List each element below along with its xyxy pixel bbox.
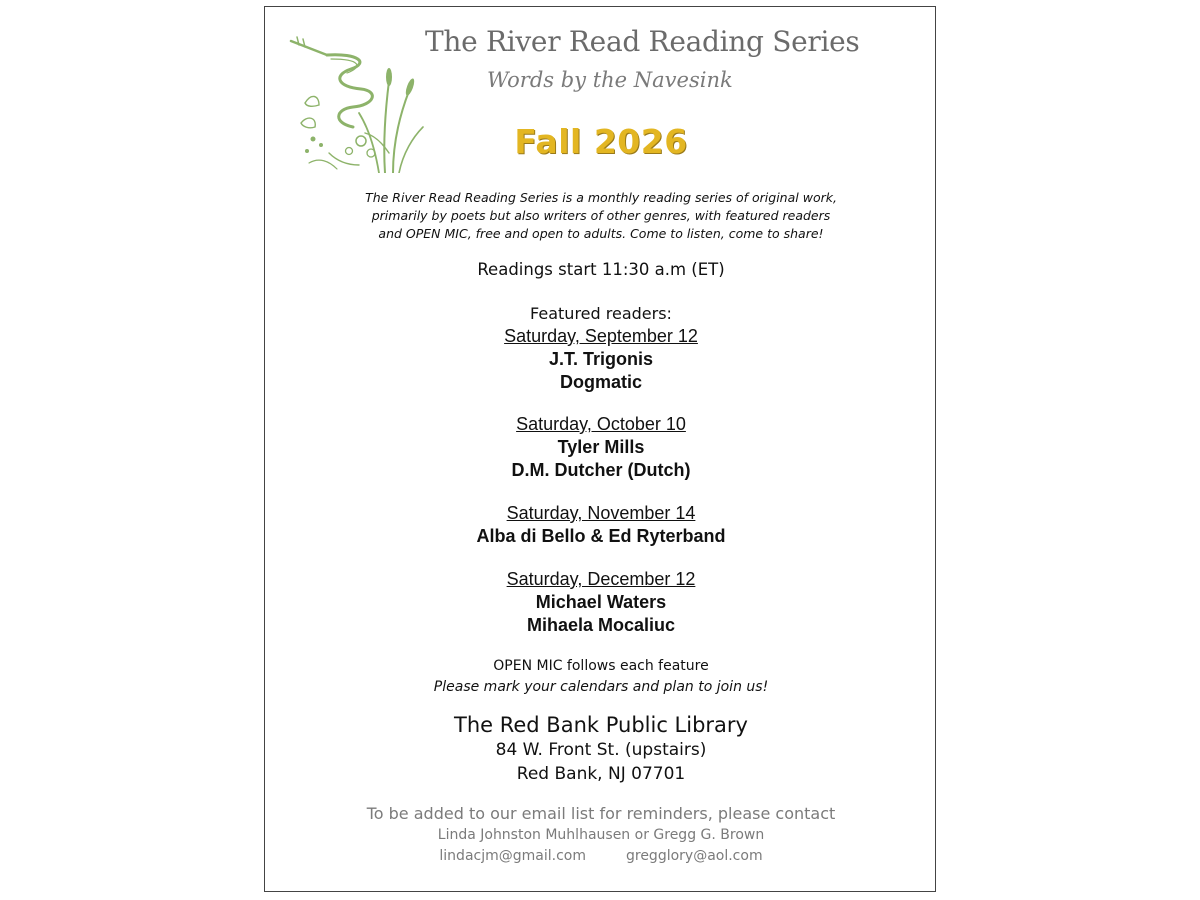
series-subtitle: Words by the Navesink: [487, 68, 733, 92]
event-december: [265, 568, 937, 637]
open-mic-section: [265, 656, 937, 698]
contact-intro: To be added to our email list for reminders, please contact: [366, 804, 836, 823]
event-reader: Michael Waters: [535, 592, 667, 612]
event-september: [265, 325, 937, 394]
intro-paragraph: [265, 189, 937, 243]
season-heading: Fall 2026: [514, 122, 688, 161]
event-reader: J.T. Trigonis: [548, 349, 654, 369]
event-reader: Alba di Bello & Ed Ryterband: [476, 526, 726, 546]
calendar-note: Please mark your calendars and plan to join us!: [433, 679, 769, 695]
venue-address-line: Red Bank, NJ 07701: [516, 764, 686, 784]
featured-readers-label: Featured readers:: [530, 304, 672, 323]
start-time: Readings start 11:30 a.m (ET): [477, 260, 725, 279]
event-october: [265, 413, 937, 482]
event-reader: D.M. Dutcher (Dutch): [511, 460, 691, 480]
series-title: The River Read Reading Series: [425, 25, 860, 58]
event-date: Saturday, December 12: [506, 569, 696, 589]
event-reader: Mihaela Mocaliuc: [526, 615, 676, 635]
venue-section: [265, 712, 937, 786]
venue-address-line: 84 W. Front St. (upstairs): [495, 740, 707, 760]
intro-line: and OPEN MIC, free and open to adults. Come to listen, come to share!: [378, 226, 824, 241]
event-date: Saturday, November 14: [506, 503, 696, 523]
contact-names: Linda Johnston Muhlhausen or Gregg G. Brown: [437, 827, 765, 843]
open-mic-text: OPEN MIC follows each feature: [493, 658, 709, 674]
event-reader: Dogmatic: [559, 372, 642, 392]
email-link[interactable]: lindacjm@gmail.com: [439, 848, 586, 864]
venue-name: The Red Bank Public Library: [454, 713, 748, 737]
intro-line: primarily by poets but also writers of other genres, with featured readers: [371, 208, 831, 223]
email-link[interactable]: gregglory@aol.com: [625, 848, 763, 864]
contact-section: [265, 803, 937, 867]
flyer-page: [264, 6, 936, 892]
event-date: Saturday, October 10: [516, 414, 686, 434]
intro-line: The River Read Reading Series is a monthly reading series of original work,: [365, 190, 837, 205]
event-reader: Tyler Mills: [557, 437, 645, 457]
event-november: [265, 502, 937, 548]
contact-emails: [265, 845, 937, 867]
event-date: Saturday, September 12: [504, 326, 698, 346]
